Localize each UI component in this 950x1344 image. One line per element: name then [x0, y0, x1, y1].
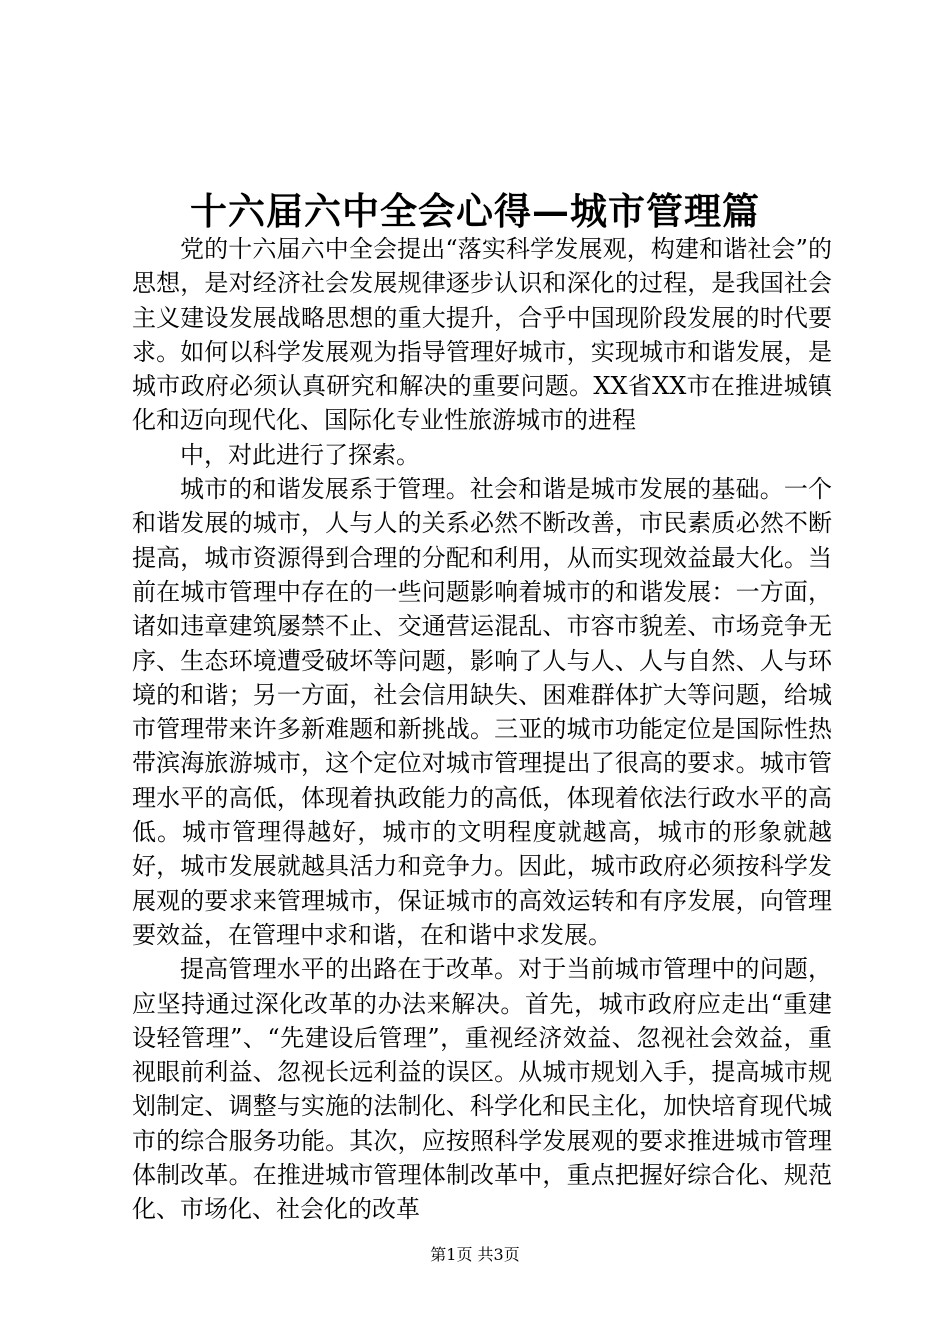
paragraph-4: 提高管理水平的出路在于改革。对于当前城市管理中的问题，应坚持通过深化改革的办法来解决。首先，城市政府应走出“重建设轻管理”、“先建设后管理”，重视经济效益、忽视社会效益，重视眼前利益、忽视长远利益的误区。从城市规划入手，提高城市规划制定、调整与实施的法制化、科学化和民主化，加快培育现代城市的综合服务功能。其次，应按照科学发展观的要求推进城市管理体制改革。在推进城市管理体制改革中，重点把握好综合化、规范化、市场化、社会化的改革: [132, 955, 832, 1224]
paragraph-2: 中，对此进行了探索。: [180, 440, 420, 469]
paragraph-3: 城市的和谐发展系于管理。社会和谐是城市发展的基础。一个和谐发展的城市，人与人的关系必然不断改善，市民素质必然不断提高，城市资源得到合理的分配和利用，从而实现效益最大化。当前在城市管理中存在的一些问题影响着城市的和谐发展：一方面，诸如违章建筑屡禁不止、交通营运混乱、市容市貌差、市场竞争无序、生态环境遭受破坏等问题，影响了人与人、人与自然、人与环境的和谐；另一方面，社会信用缺失、困难群体扩大等问题，给城市管理带来许多新难题和新挑战。三亚的城市功能定位是国际性热带滨海旅游城市，这个定位对城市管理提出了很高的要求。城市管理水平的高低，体现着执政能力的高低，体现着依法行政水平的高低。城市管理得越好，城市的文明程度就越高，城市的形象就越好，城市发展就越具活力和竞争力。因此，城市政府必须按科学发展观的要求来管理城市，保证城市的高效运转和有序发展，向管理要效益，在管理中求和谐，在和谐中求发展。: [132, 475, 832, 949]
paragraph-1: 党的十六届六中全会提出“落实科学发展观，构建和谐社会”的思想，是对经济社会发展规律逐步认识和深化的过程，是我国社会主义建设发展战略思想的重大提升，合乎中国现阶段发展的时代要求。如何以科学发展观为指导管理好城市，实现城市和谐发展，是城市政府必须认真研究和解决的重要问题。XX省XX市在推进城镇化和迈向现代化、国际化专业性旅游城市的进程: [132, 235, 832, 435]
document-body: [132, 232, 832, 1227]
page-number-footer: 第1页 共3页: [430, 1245, 520, 1264]
document-title: 十六届六中全会心得—城市管理篇: [190, 189, 760, 233]
